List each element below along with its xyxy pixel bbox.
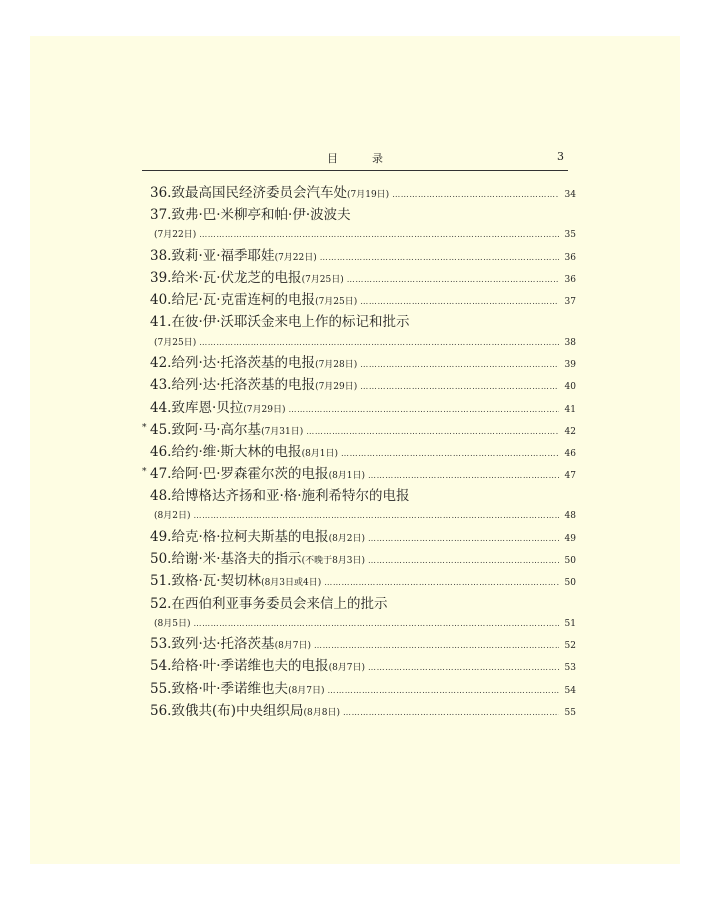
entry-date: (7月31日) bbox=[261, 426, 304, 437]
entry-page-number: 54 bbox=[564, 685, 576, 696]
entry-title: 45.致阿·马·高尔基 bbox=[150, 421, 262, 438]
entry-date: (7月19日) bbox=[346, 190, 390, 200]
entry-title: 53.致列·达·托洛茨基 bbox=[150, 636, 275, 653]
dot-leader bbox=[341, 443, 559, 465]
entry-title: 37.致弗·巴·米柳亭和帕·伊·波波夫 bbox=[150, 207, 351, 224]
entry-page-number: 42 bbox=[564, 426, 576, 437]
entry-title: 51.致格·瓦·契切林 bbox=[150, 573, 262, 590]
entry-date: (7月29日) bbox=[315, 382, 358, 393]
entry-page-number: 35 bbox=[564, 230, 576, 241]
entry-date: (8月1日) bbox=[328, 471, 366, 482]
entry-title: 36.致最高国民经济委员会汽车处 bbox=[150, 185, 347, 201]
entry-title: 47.给阿·巴·罗森霍尔茨的电报 bbox=[150, 466, 329, 483]
entry-date: (7月25日) bbox=[315, 297, 358, 308]
dot-leader bbox=[392, 184, 559, 206]
entry-date: (8月3日或4日) bbox=[261, 578, 322, 589]
entry-page-number: 49 bbox=[564, 533, 576, 544]
toc-entry bbox=[150, 289, 576, 311]
toc-entry bbox=[142, 419, 576, 441]
entry-title: 56.致俄共(布)中央组织局 bbox=[150, 702, 304, 719]
dot-leader bbox=[320, 247, 559, 269]
entry-date: (7月22日) bbox=[274, 252, 317, 263]
dot-leader bbox=[199, 334, 559, 353]
dot-leader bbox=[314, 635, 559, 657]
entry-page-number: 36 bbox=[564, 252, 576, 263]
entry-date: (7月29日) bbox=[243, 404, 286, 415]
entry-date: (7月25日) bbox=[154, 337, 197, 348]
entry-date: (8月8日) bbox=[303, 707, 340, 718]
toc-entry bbox=[150, 374, 576, 396]
entry-title: 41.在彼·伊·沃耶沃金来电上作的标记和批示 bbox=[150, 314, 410, 331]
toc-entry bbox=[150, 245, 576, 267]
dot-leader bbox=[368, 550, 559, 572]
entry-date: (8月7日) bbox=[288, 685, 325, 696]
dot-leader bbox=[328, 680, 559, 702]
toc-entry bbox=[150, 441, 576, 463]
entry-title: 38.致莉·亚·福季耶娃 bbox=[150, 247, 275, 264]
entry-title: 42.给列·达·托洛茨基的电报 bbox=[150, 355, 316, 372]
page-header bbox=[142, 148, 568, 171]
entry-page-number: 36 bbox=[564, 275, 576, 286]
entry-page-number: 48 bbox=[564, 511, 576, 522]
entry-page-number: 47 bbox=[564, 471, 576, 482]
toc-entry bbox=[150, 485, 576, 526]
toc-entry bbox=[150, 700, 576, 722]
toc-entry bbox=[150, 678, 576, 700]
entry-date: (7月22日) bbox=[154, 230, 197, 241]
header-title: 目录 bbox=[327, 152, 417, 165]
entry-title: 48.给博格达齐扬和亚·格·施利希特尔的电报 bbox=[150, 488, 410, 505]
entry-title: 55.致格·叶·季诺维也夫 bbox=[150, 680, 289, 697]
dot-leader bbox=[368, 465, 559, 487]
entry-title: 46.给约·维·斯大林的电报 bbox=[150, 443, 302, 460]
entry-star-mark: * bbox=[142, 422, 147, 433]
entry-page-number: 37 bbox=[564, 297, 576, 308]
dot-leader bbox=[324, 572, 559, 594]
entry-title: 39.给米·瓦·伏龙芝的电报 bbox=[150, 270, 302, 287]
entry-page-number: 46 bbox=[564, 448, 576, 459]
entry-page-number: 38 bbox=[564, 337, 576, 348]
dot-leader bbox=[360, 376, 559, 398]
entry-title: 52.在西伯利亚事务委员会来信上的批示 bbox=[150, 595, 388, 612]
entry-date: (8月5日) bbox=[154, 618, 191, 629]
table-of-contents bbox=[142, 182, 576, 722]
dot-leader bbox=[193, 507, 559, 526]
toc-entry bbox=[150, 204, 576, 245]
dot-leader bbox=[343, 702, 559, 724]
entry-page-number: 39 bbox=[564, 360, 576, 371]
entry-page-number: 52 bbox=[564, 641, 576, 652]
dot-leader bbox=[193, 615, 559, 634]
entry-date: (不晚于8月3日) bbox=[301, 556, 366, 567]
entry-date: (7月28日) bbox=[315, 360, 358, 371]
entry-title: 54.给格·叶·季诺维也夫的电报 bbox=[150, 658, 329, 675]
toc-entry bbox=[150, 655, 576, 677]
header-page-number: 3 bbox=[557, 150, 564, 163]
dot-leader bbox=[347, 269, 559, 291]
entry-page-number: 55 bbox=[564, 707, 576, 718]
dot-leader bbox=[199, 226, 559, 245]
dot-leader bbox=[368, 528, 559, 550]
toc-entry bbox=[150, 570, 576, 592]
book-page bbox=[30, 36, 680, 864]
dot-leader bbox=[360, 354, 559, 376]
dot-leader bbox=[368, 657, 559, 679]
entry-title: 44.致库恩·贝拉 bbox=[150, 399, 244, 416]
entry-page-number: 34 bbox=[564, 190, 576, 200]
toc-entry bbox=[150, 267, 576, 289]
entry-date: (8月2日) bbox=[154, 511, 191, 522]
toc-entry bbox=[150, 548, 576, 570]
dot-leader bbox=[306, 421, 559, 443]
dot-leader bbox=[288, 399, 559, 421]
entry-date: (7月25日) bbox=[301, 275, 344, 286]
entry-page-number: 51 bbox=[564, 618, 576, 629]
toc-entry bbox=[150, 397, 576, 419]
entry-page-number: 53 bbox=[564, 663, 576, 674]
dot-leader bbox=[360, 291, 559, 313]
entry-date: (8月2日) bbox=[328, 533, 366, 544]
entry-title: 49.给克·格·拉柯夫斯基的电报 bbox=[150, 528, 329, 545]
entry-page-number: 40 bbox=[564, 382, 576, 393]
entry-page-number: 50 bbox=[564, 578, 576, 589]
toc-entry bbox=[150, 593, 576, 634]
entry-page-number: 41 bbox=[564, 404, 576, 415]
entry-date: (8月7日) bbox=[274, 641, 312, 652]
toc-entry bbox=[150, 633, 576, 655]
entry-page-number: 50 bbox=[564, 556, 576, 567]
entry-title: 43.给列·达·托洛茨基的电报 bbox=[150, 377, 316, 394]
toc-entry bbox=[150, 182, 576, 204]
entry-star-mark: * bbox=[142, 467, 147, 478]
entry-title: 50.给谢·米·基洛夫的指示 bbox=[150, 551, 302, 568]
toc-entry bbox=[150, 526, 576, 548]
toc-entry bbox=[150, 311, 576, 352]
entry-date: (8月1日) bbox=[301, 448, 339, 459]
toc-entry bbox=[142, 463, 576, 485]
toc-entry bbox=[150, 352, 576, 374]
entry-title: 40.给尼·瓦·克雷连柯的电报 bbox=[150, 292, 316, 309]
entry-date: (8月7日) bbox=[328, 663, 366, 674]
